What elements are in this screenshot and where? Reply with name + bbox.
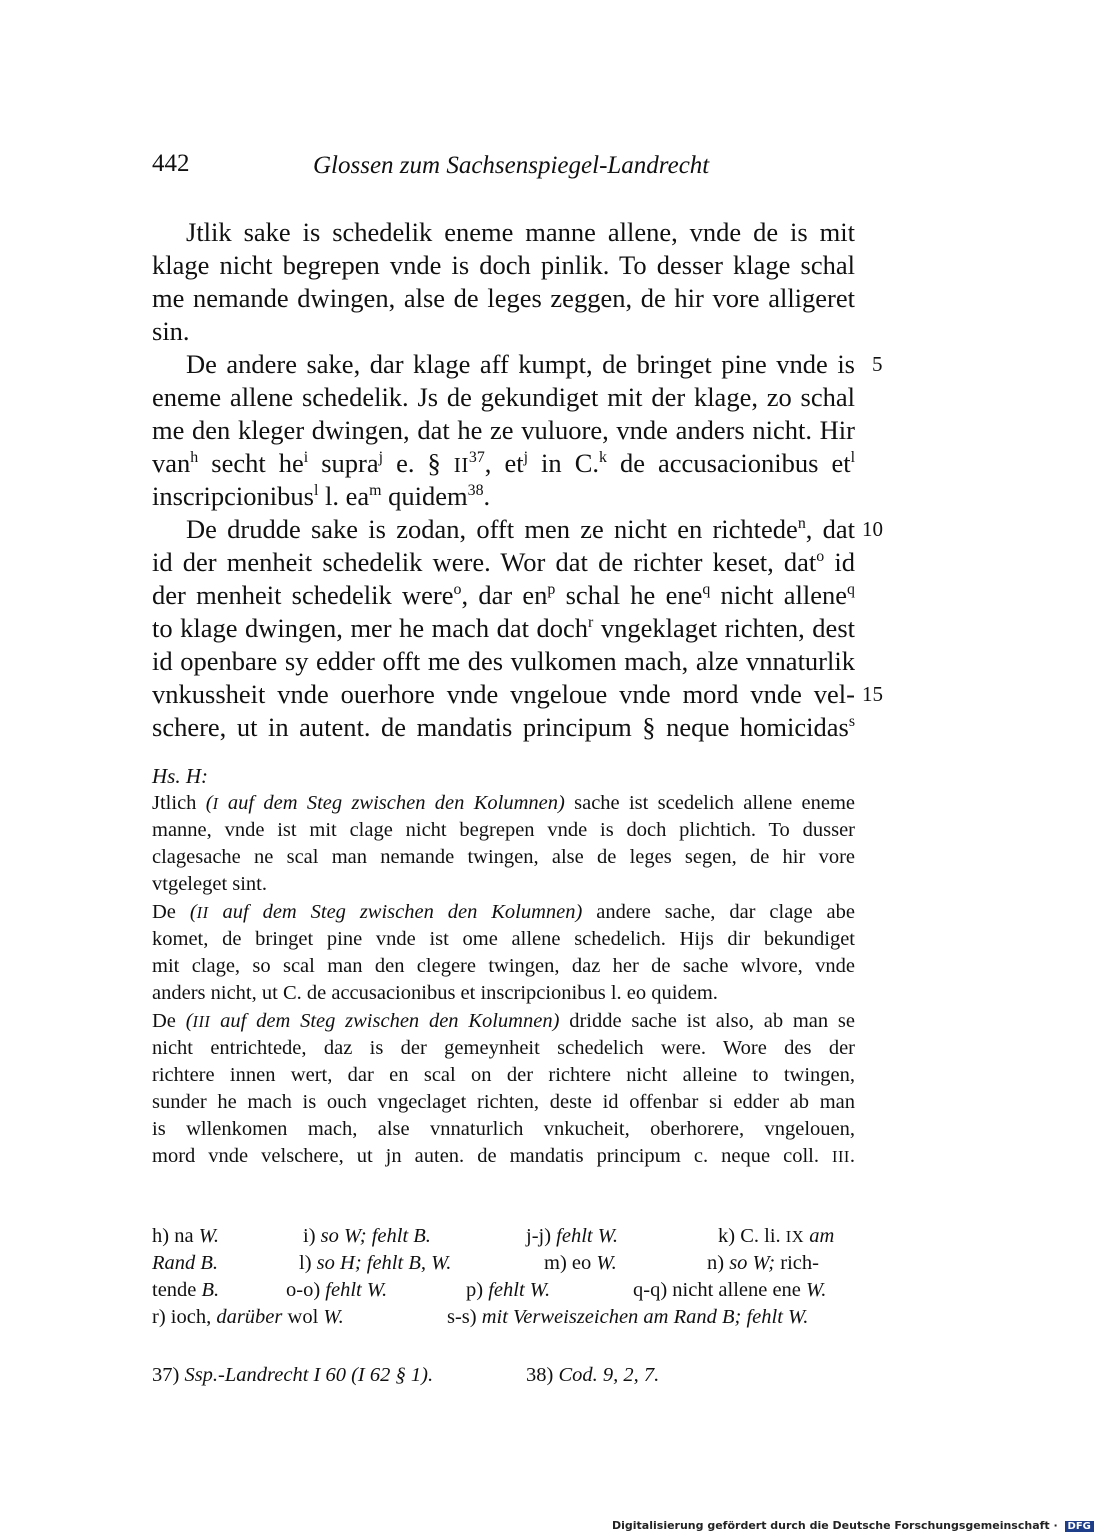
apparatus-note: tende B. — [152, 1279, 220, 1301]
apparatus-note: r) ioch, darüber wol W. — [152, 1306, 344, 1328]
footnote-37: 37) Ssp.-Landrecht I 60 (I 62 § 1). — [152, 1364, 434, 1386]
apparatus-note: j-j) fehlt W. — [526, 1225, 619, 1247]
apparatus-note: i) so W; fehlt B. — [303, 1225, 431, 1247]
apparatus-note: p) fehlt W. — [466, 1279, 551, 1301]
text-line: me den kleger dwingen, dat he ze vuluore, vnde anders nicht. Hir — [152, 415, 855, 445]
text-line: vtgeleget sint. — [152, 873, 268, 895]
text-line: id der menheit schedelik were. Wor dat de richter keset, dat$^o$ id — [152, 547, 855, 577]
text-line: sunder he mach is ouch vngeclaget richten, deste id offenbar si edder ab man — [152, 1091, 855, 1113]
text-line: van$^h$ secht $he^i$ supra$^j$ e. § II$^{37}$, $et^j$ in C.$^k$ de accusacionibus $et^l$ — [152, 448, 856, 478]
text-line: richtere innen wert, dar en scal on der richtere nicht alleine to twingen, — [152, 1064, 855, 1086]
apparatus-note: q-q) nicht allene ene W. — [633, 1279, 827, 1301]
apparatus-note: o-o) fehlt W. — [286, 1279, 388, 1301]
text-line: Jtlich (I auf dem Steg zwischen den Kolumnen) sache ist scedelich allene eneme — [152, 792, 855, 814]
apparatus-note: h) na W. — [152, 1225, 220, 1247]
text-line: schere, ut in autent. de mandatis principum § neque homicidas$^s$ — [152, 712, 855, 742]
text-line: to klage dwingen, mer he mach dat doch$^r$ vngeklaget richten, dest — [152, 613, 855, 643]
apparatus-note: Rand B. — [152, 1252, 219, 1274]
text-line: Jtlik sake is schedelik eneme manne allene, vnde de is mit — [186, 217, 855, 247]
apparatus-note: k) C. li. IX am — [718, 1225, 835, 1247]
text-line: me nemande dwingen, alse de leges zeggen, de hir vore alligeret — [152, 283, 855, 313]
text-line: sin. — [152, 316, 190, 346]
text-line: De drudde sake is zodan, offt men ze nicht en richtede$^n$, dat — [186, 514, 856, 544]
hs-title: Hs. H: — [152, 764, 208, 788]
text-line: manne, vnde ist mit clage nicht begrepen vnde is doch plichtich. To dusser — [152, 819, 855, 841]
credit-text: Digitalisierung gefördert durch die Deutsche Forschungsgemeinschaft — [612, 1519, 1050, 1532]
text-line: mord vnde velschere, ut jn auten. de mandatis principum c. neque coll. III. — [152, 1145, 855, 1167]
line-number: 10 — [862, 517, 883, 541]
line-number: 15 — [862, 682, 883, 706]
apparatus-note: s-s) mit Verweiszeichen am Rand B; fehlt W. — [447, 1306, 809, 1328]
footnote-38: 38) Cod. 9, 2, 7. — [526, 1364, 660, 1386]
text-line: eneme allene schedelik. Js de gekundiget mit der klage, zo schal — [152, 382, 855, 412]
running-title: Glossen zum Sachsenspiegel-Landrecht — [313, 152, 710, 179]
text-line: De (III auf dem Steg zwischen den Kolumnen) dridde sache ist also, ab man se — [152, 1010, 855, 1032]
text-line: mit clage, so scal man den clegere twingen, daz her de sache wlvore, vnde — [152, 955, 855, 977]
dfg-logo: DFG — [1065, 1521, 1094, 1532]
apparatus-note: l) so H; fehlt B, W. — [299, 1252, 452, 1274]
text-line: komet, de bringet pine vnde ist ome allene schedelich. Hijs dir bekundiget — [152, 928, 855, 950]
text-line: clagesache ne scal man nemande twingen, alse de leges segen, de hir vore — [152, 846, 855, 868]
text-line: De andere sake, dar klage aff kumpt, de bringet pine vnde is — [186, 349, 855, 379]
text-line: der menheit schedelik were$^o$, dar $en^p$ schal he ene$^q$ nicht allene$^q$ — [152, 580, 855, 610]
line-number: 5 — [872, 352, 883, 376]
text-line: vnkussheit vnde ouerhore vnde vngeloue vnde mord vnde vel- — [152, 679, 855, 709]
apparatus-note: n) so W; rich- — [707, 1252, 819, 1274]
text-line: id openbare sy edder offt me des vulkomen mach, alze vnnaturlik — [152, 646, 855, 676]
text-line: klage nicht begrepen vnde is doch pinlik. To desser klage schal — [152, 250, 855, 280]
text-line: inscripcionibus$^l$ l. $ea^m$ quidem$^{38}$. — [152, 481, 491, 511]
text-line: De (II auf dem Steg zwischen den Kolumnen) andere sache, dar clage abe — [152, 901, 855, 923]
text-line: nicht entrichtede, daz is der gemeynheit schedelich were. Wore des der — [152, 1037, 855, 1059]
page-number: 442 — [152, 150, 190, 177]
text-line: anders nicht, ut C. de accusacionibus et inscripcionibus l. eo quidem. — [152, 982, 718, 1004]
text-line: is wllenkomen mach, alse vnnaturlich vnkucheit, oberhorere, vngelouen, — [152, 1118, 855, 1140]
apparatus-note: m) eo W. — [544, 1252, 617, 1274]
digitization-credit: Digitalisierung gefördert durch die Deutsche Forschungsgemeinschaft · DFG — [612, 1519, 1094, 1532]
